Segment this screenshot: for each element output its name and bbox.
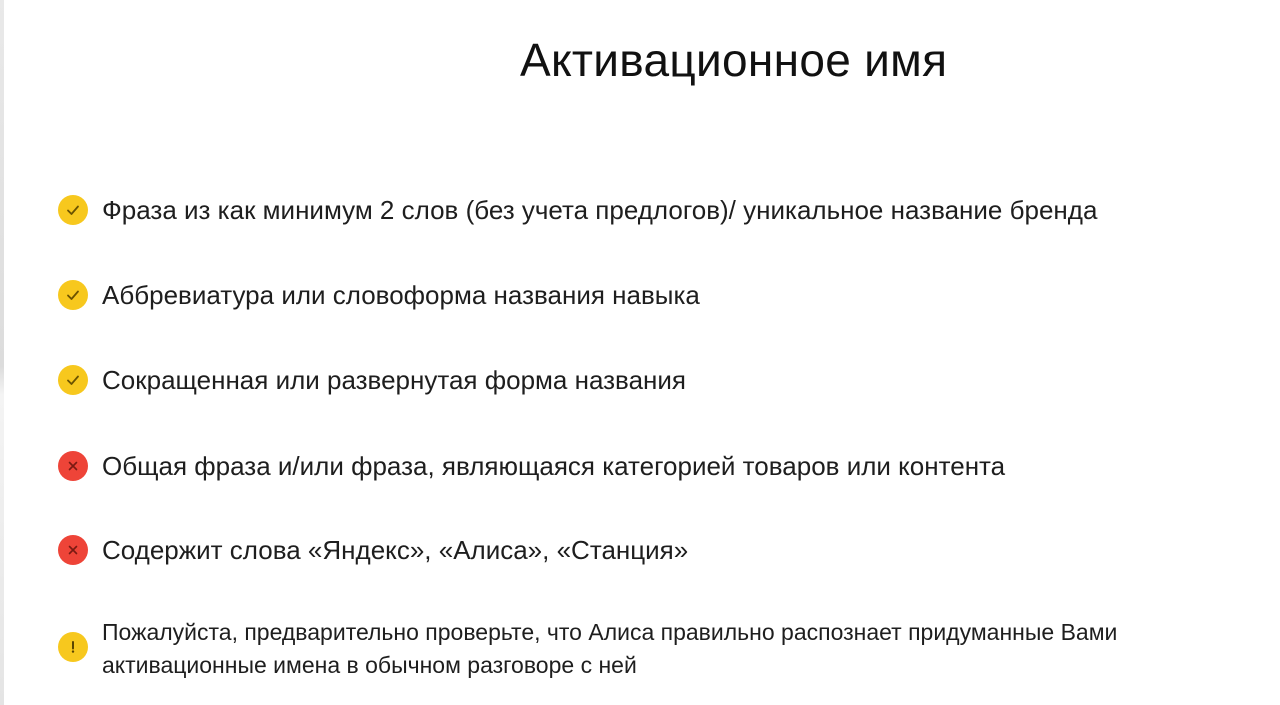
check-icon: [58, 195, 88, 225]
warning-note: [58, 616, 1272, 682]
warning-note-line: активационные имена в обычном разговоре с ней: [102, 652, 637, 678]
list-item-text: Аббревиатура или словоформа названия навыка: [102, 280, 700, 310]
warning-note-text: [102, 616, 1272, 682]
list-item-text: Сокращенная или развернутая форма названия: [102, 365, 686, 395]
list-item-text: Общая фраза и/или фраза, являющаяся категорией товаров или контента: [102, 451, 1006, 481]
list-item-text: Фраза из как минимум 2 слов (без учета предлогов)/ уникальное название бренда: [102, 195, 1098, 225]
slide-title: Активационное имя: [520, 34, 948, 86]
list-item-allowed: [58, 280, 700, 310]
cross-icon: [58, 451, 88, 481]
list-item-forbidden: [58, 451, 1005, 481]
check-icon: [58, 280, 88, 310]
exclamation-icon: [58, 632, 88, 662]
list-item-allowed: [58, 195, 1097, 225]
check-icon: [58, 365, 88, 395]
list-item-text: Содержит слова «Яндекс», «Алиса», «Станция»: [102, 535, 689, 565]
list-item-allowed: [58, 365, 686, 395]
warning-note-line: Пожалуйста, предварительно проверьте, что Алиса правильно распознает придуманные Вами: [102, 619, 1118, 645]
window-edge: [0, 0, 4, 705]
list-item-forbidden: [58, 535, 688, 565]
cross-icon: [58, 535, 88, 565]
